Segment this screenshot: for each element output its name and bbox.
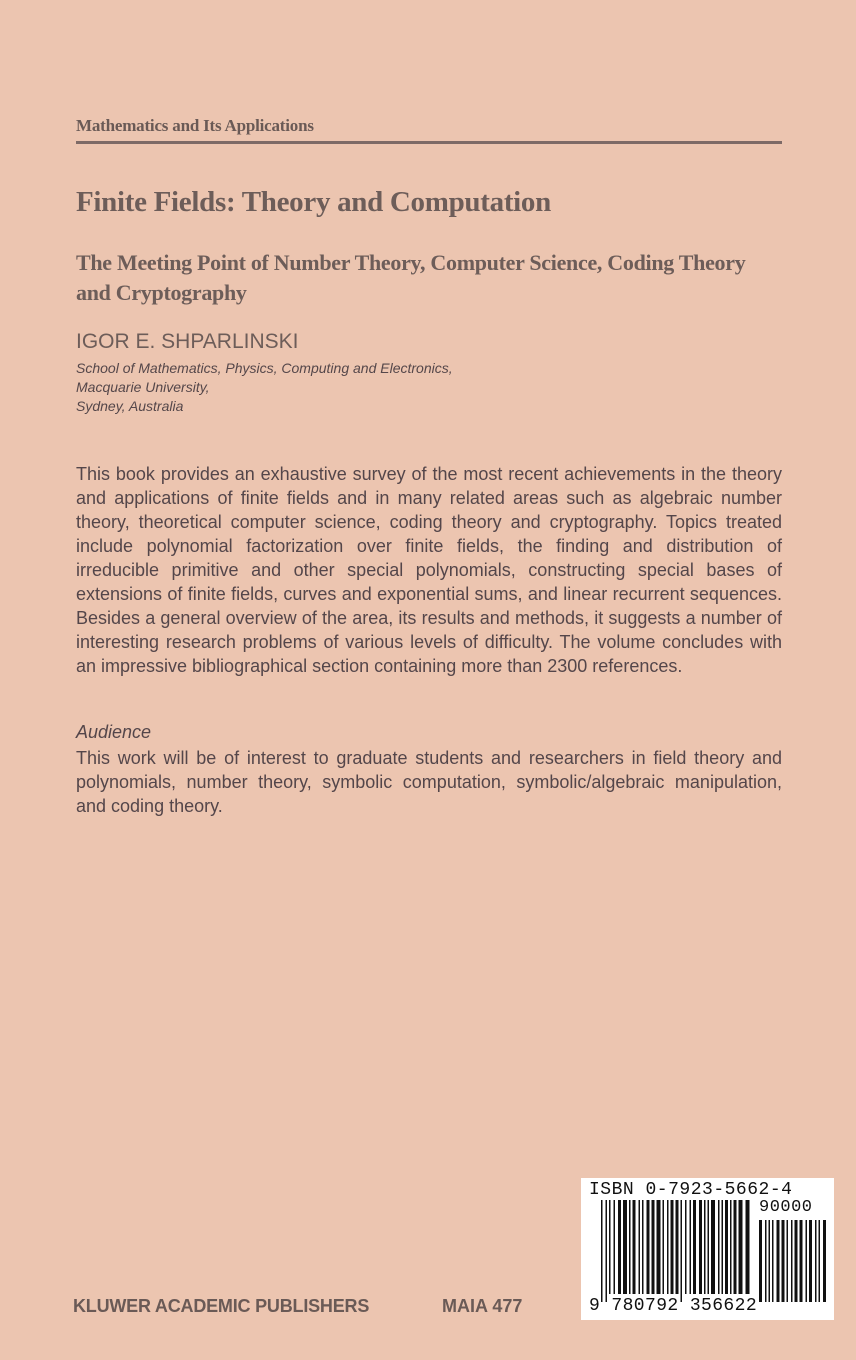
barcode-bar (623, 1200, 627, 1294)
barcode-bar (819, 1220, 821, 1302)
affiliation-line: Macquarie University, (76, 379, 210, 395)
barcode-bar (769, 1220, 771, 1302)
barcode-bar (718, 1200, 720, 1294)
barcode-bar (618, 1200, 621, 1294)
barcode-bar (685, 1200, 687, 1294)
barcode-bar (652, 1200, 655, 1294)
barcode-bar (809, 1220, 812, 1302)
barcode-addon-digits: 90000 (759, 1198, 813, 1217)
barcode-bar (693, 1200, 696, 1294)
book-description: This book provides an exhaustive survey of the most recent achievements in the theory and applications of finite fields and in many related areas such as algebraic number theory, theoretical computer science, coding theory and cryptography. Topics treated include polynomial factorization over finite fields, the finding and distribution of irreducible primitive and other special polynomials, constructing special bases of extensions of finite fields, curves and exponential sums, and linear recurrent sequences. Besides a general overview of the area, its results and methods, it suggests a number of interesting research problems of various levels of difficulty. The volume concludes with an impressive bibliographical section containing more than 2300 references. (76, 464, 782, 676)
affiliation-line: Sydney, Australia (76, 398, 184, 414)
series-title: Mathematics and Its Applications (76, 116, 314, 135)
barcode-bar (711, 1200, 715, 1294)
barcode-bar (734, 1200, 737, 1294)
barcode-bar (765, 1220, 767, 1302)
barcode-bar (642, 1200, 644, 1294)
barcode-bar (629, 1200, 631, 1294)
publisher-name: KLUWER ACADEMIC PUBLISHERS (73, 1296, 370, 1316)
book-title: Finite Fields: Theory and Computation (76, 186, 551, 218)
author-affiliation (76, 359, 453, 416)
barcode-bar (690, 1200, 692, 1294)
barcode-bar (609, 1200, 611, 1294)
isbn-label: ISBN 0-7923-5662-4 (589, 1180, 793, 1200)
barcode-bar (667, 1200, 669, 1294)
barcode-bar (614, 1200, 616, 1294)
barcode-bar (601, 1200, 603, 1302)
barcode-bar (722, 1200, 724, 1294)
barcode-bar (800, 1220, 803, 1302)
barcode-bar (772, 1220, 774, 1302)
barcode-bar (708, 1200, 710, 1294)
barcode-ean-digits: 9 780792 356622 (589, 1296, 758, 1316)
barcode-bar (639, 1200, 641, 1294)
barcode-bar (699, 1200, 702, 1294)
barcode-bar (746, 1200, 750, 1294)
barcode-bar (671, 1200, 674, 1294)
isbn-barcode (581, 1178, 834, 1320)
barcode-bar (823, 1220, 826, 1302)
barcode-bar (795, 1220, 798, 1302)
barcode-bar (739, 1200, 743, 1294)
audience-text: This work will be of interest to graduate students and researchers in field theory and polynomials, number theory, symbolic computation, symbolic/algebraic manipulation, and coding theory. (76, 748, 782, 816)
barcode-bar (806, 1220, 808, 1302)
book-subtitle: The Meeting Point of Number Theory, Computer Science, Coding Theory and Cryptography (76, 250, 746, 305)
series-number: MAIA 477 (442, 1296, 523, 1316)
author-name: IGOR E. SHPARLINSKI (76, 330, 299, 353)
barcode-bar (725, 1200, 728, 1294)
barcode-bar (663, 1200, 665, 1294)
header-rule (76, 141, 782, 144)
barcode-bar (681, 1200, 683, 1302)
barcode-bar (704, 1200, 706, 1294)
barcode-bar (633, 1200, 636, 1294)
audience-heading: Audience (76, 722, 152, 742)
barcode-bar (676, 1200, 679, 1294)
barcode-bar (657, 1200, 661, 1294)
barcode-bar (777, 1220, 780, 1302)
barcode-bar (606, 1200, 608, 1302)
barcode-bar (791, 1220, 793, 1302)
affiliation-line: School of Mathematics, Physics, Computing and Electronics, (76, 360, 453, 376)
barcode-bar (815, 1220, 817, 1302)
barcode-bar (787, 1220, 789, 1302)
barcode-bar (759, 1220, 762, 1302)
barcode-bar (730, 1200, 732, 1294)
barcode-bar (782, 1220, 785, 1302)
barcode-bar (647, 1200, 650, 1294)
